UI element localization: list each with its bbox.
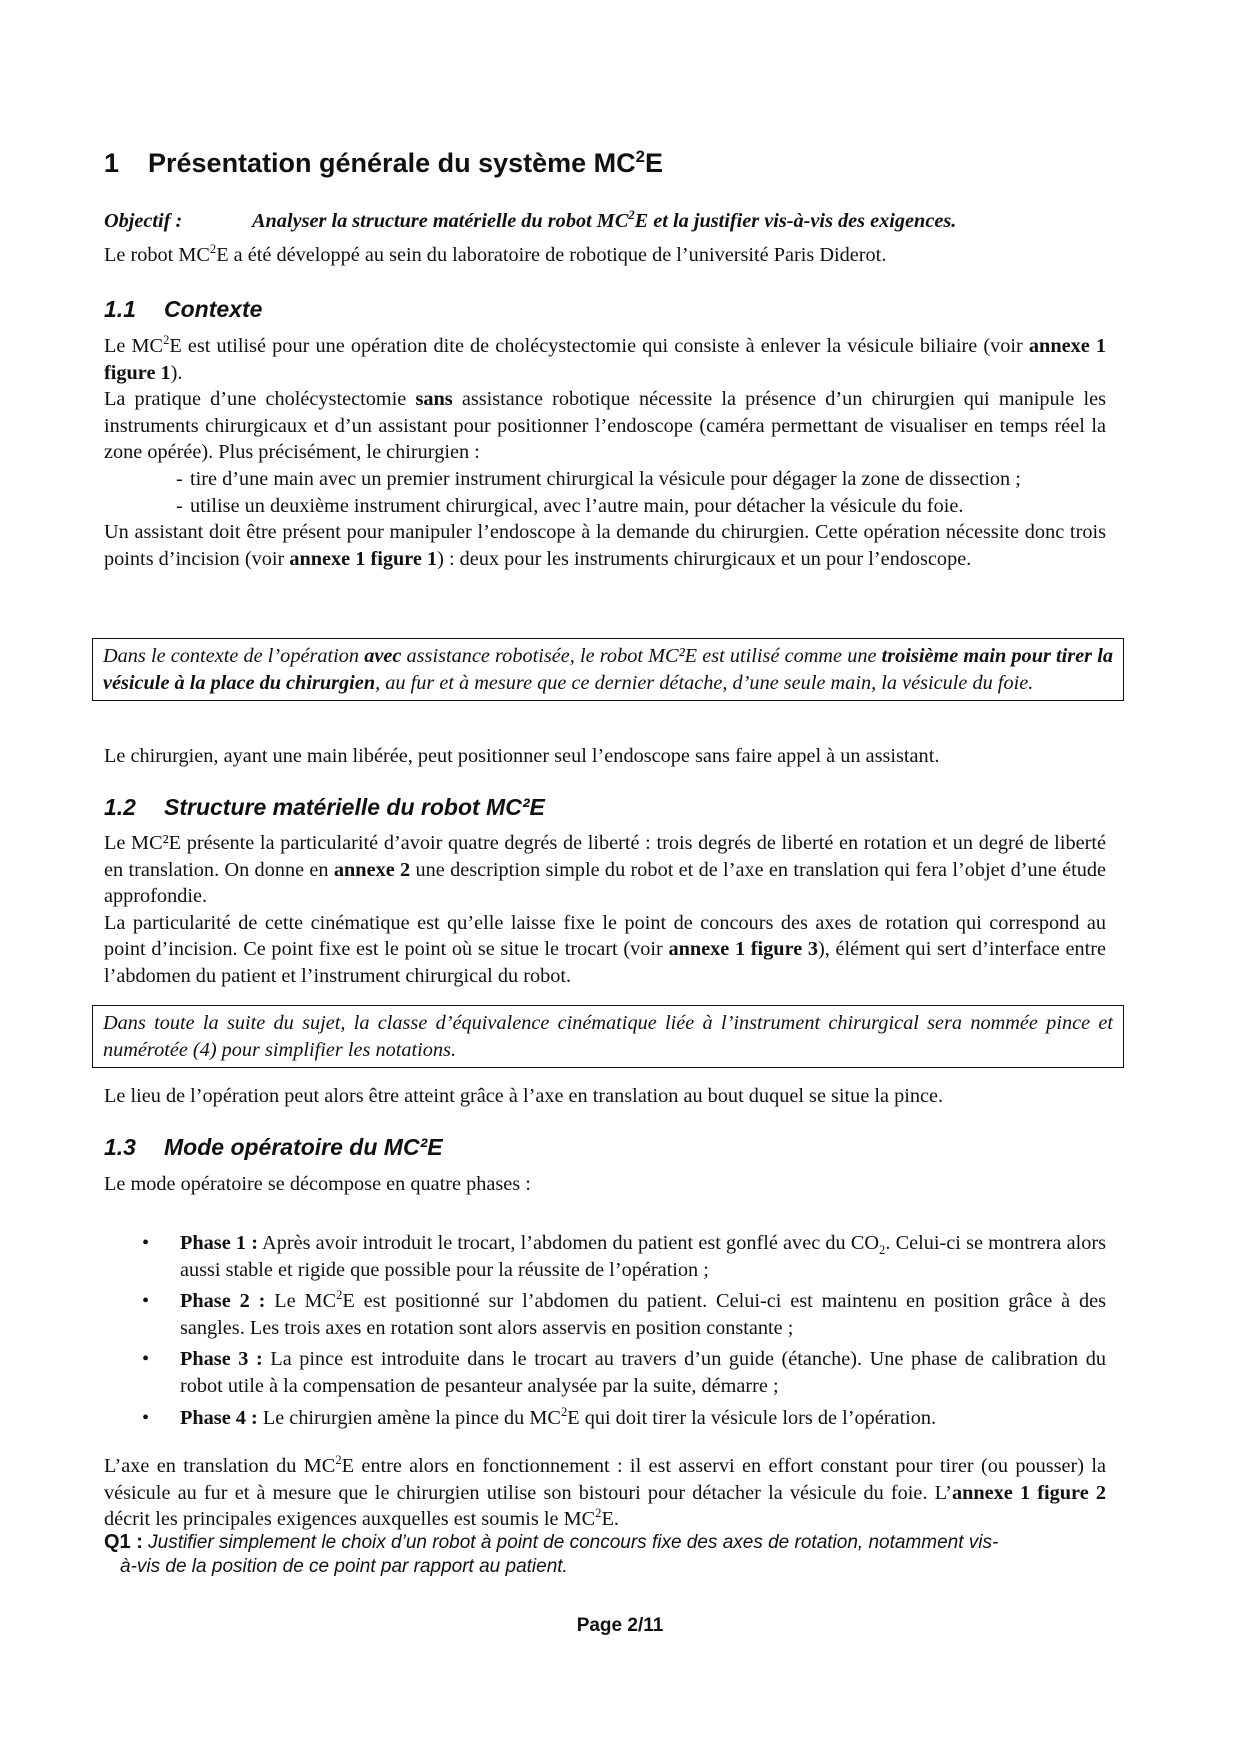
mode-intro: Le mode opératoire se décompose en quatre phases : [104,1173,531,1195]
section-1-heading: 1 Présentation générale du système $MC^2E$ [104,147,663,178]
list-item: • Phase 3 : La pince est introduite dans le trocart au travers d’un guide (étanche). Une phase de calibration du robot utile à la compensation de pesanteur analysée par la suite, démarre ; [142,1348,1106,1397]
section-1-1-heading: 1.1 Contexte [104,296,263,322]
context-paragraph-2: La pratique d’une cholécystectomie sans assistance robotique nécessite la présence d’un chirurgien qui manipule les instruments chirurgicaux et d’un assistant pour positionner l’endoscope (caméra permettant de visualiser en temps réel la zone opérée). Plus précisément, le chirurgien : [104,388,1106,464]
dash-item: - utilise un deuxième instrument chirurgical, avec l’autre main, pour détacher la vésicule du foie. [176,494,964,517]
context-paragraph-1: Le $MC^2E$ est utilisé pour une opération dite de cholécystectomie qui consiste à enlever la vésicule biliaire (voir annexe 1 figure 1). [104,333,1106,384]
list-item: • Phase 4 : Le chirurgien amène la pince du $MC^2E$ qui doit tirer la vésicule lors de l’opération. [142,1404,937,1429]
context-paragraph-3: Un assistant doit être présent pour manipuler l’endoscope à la demande du chirurgien. Cette opération nécessite donc trois points d’incision (voir annexe 1 figure 1) : deux pour les instruments chirurgicaux et un pour l’endoscope. [104,521,1106,570]
question-label: Q1 : [104,1531,143,1553]
mode-paragraph: L’axe en translation du $MC^2E$ entre alors en fonctionnement : il est asservi en effort constant pour tirer (ou pousser) la vésicule au fur et à mesure que le chirurgien utilise son bistouri pour détacher la vésicule du foie. L’annexe 1 figure 2 décrit les principales exigences auxquelles est soumis le $MC^2E$. [104,1453,1106,1531]
structure-paragraph-2: La particularité de cette cinématique est qu’elle laisse fixe le point de concours des axes de rotation qui correspond au point d’incision. Ce point fixe est le point où se situe le trocart (voir annexe 1 figure 3), élément qui sert d’interface entre l’abdomen du patient et l’instrument chirurgical du robot. [104,911,1106,987]
objective-line: Objectif : Analyser la structure matérielle du robot $MC^2E$ et la justifier vis-à-vis des exigences. [104,208,957,232]
phases-list [104,1230,1106,1436]
list-item: • Phase 1 : Après avoir introduit le trocart, l’abdomen du patient est gonflé avec du $CO_2$. Celui-ci se montrera alors aussi stable et rigide que possible pour la réussite de l’opération ; [142,1232,1106,1281]
context-boxed-note: Dans le contexte de l’opération avec assistance robotisée, le robot MC²E est utilisé comme une troisième main pour tirer la vésicule à la place du chirurgien, au fur et à mesure que ce dernier détache, d’une seule main, la vésicule du foie. [92,638,1124,701]
structure-text [104,830,1106,990]
question-q1: Q1 : Justifier simplement le choix d’un robot à point de concours fixe des axes de rotation, notamment vis- à-vis de la position de ce point par rapport au patient. [104,1531,999,1577]
page-number: Page 2/11 [576,1615,664,1636]
section-1-3-heading: 1.3 Mode opératoire du MC²E [104,1134,443,1160]
context-text [104,333,1106,572]
section-1-2-heading: 1.2 Structure matérielle du robot MC²E [104,794,545,820]
dash-item: - tire d’une main avec un premier instrument chirurgical la vésicule pour dégager la zone de dissection ; [176,467,1021,490]
section-number: 1 [104,148,120,178]
list-item: • Phase 2 : Le $MC^2E$ est positionné sur l’abdomen du patient. Celui-ci est maintenu en position grâce à des sangles. Les trois axes en rotation sont alors asservis en position constante ; [142,1288,1106,1339]
objective-label: Objectif : [104,210,183,232]
structure-paragraph-3: Le lieu de l’opération peut alors être atteint grâce à l’axe en translation au bout duquel se situe la pince. [104,1085,944,1107]
intro-paragraph: Le robot $MC^2E$ a été développé au sein du laboratoire de robotique de l’université Paris Diderot. [104,242,887,266]
structure-paragraph-1: Le MC²E présente la particularité d’avoir quatre degrés de liberté : trois degrés de liberté en rotation et un degré de liberté en translation. On donne en annexe 2 une description simple du robot et de l’axe en translation qui fera l’objet d’une étude approfondie. [104,832,1106,908]
context-paragraph-4: Le chirurgien, ayant une main libérée, peut positionner seul l’endoscope sans faire appel à un assistant. [104,745,940,767]
structure-boxed-note: Dans toute la suite du sujet, la classe d’équivalence cinématique liée à l’instrument chirurgical sera nommée pince et numérotée (4) pour simplifier les notations. [92,1005,1124,1068]
